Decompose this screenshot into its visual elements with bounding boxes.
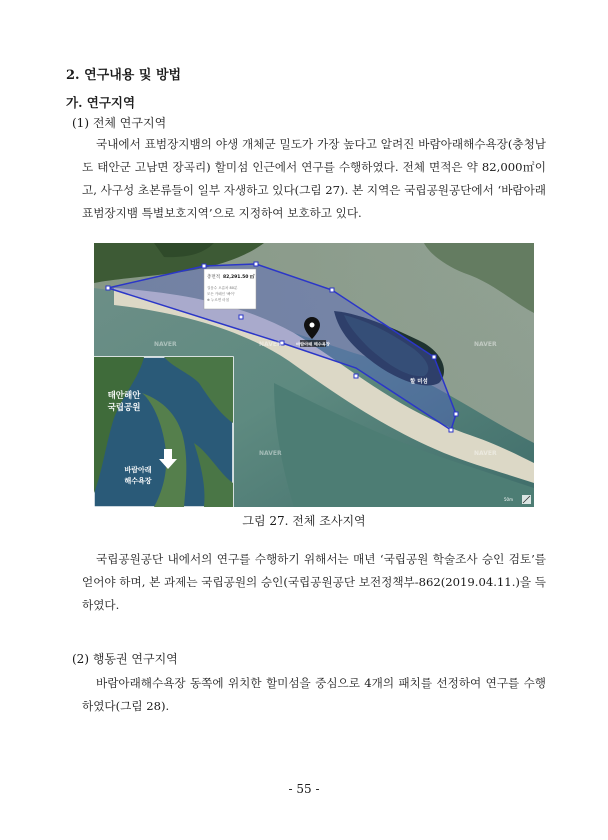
inset-map xyxy=(94,357,233,507)
paragraph-approval: 국립공원공단 내에서의 연구를 수행하기 위해서는 매년 ‘국립공원 학술조사 승인 검토’를 얻어야 하며, 본 과제는 국립공원의 승인(국립공원공단 보전정책부-862(2019.04.11.)을 득하였다. xyxy=(82,552,546,612)
inset-beach-label-1: 바람아래 xyxy=(124,466,152,474)
paragraph-homerange: 바람아래해수욕장 동쪽에 위치한 할미섬을 중심으로 4개의 패치를 선정하여 연구를 수행하였다(그림 28). xyxy=(82,676,546,713)
infobox-line3: ⊕ 누르면 마침 xyxy=(207,298,230,302)
inset-park-label-1: 태안해안 xyxy=(107,391,141,401)
item-heading-homerange-area: (2) 행동권 연구지역 xyxy=(72,652,178,666)
pin-label: 바람아래 해수욕장 xyxy=(296,341,330,347)
watermark-1: NAVER xyxy=(154,341,177,348)
inset-park-label-2: 국립공원 xyxy=(107,403,141,413)
scale-label: 50m xyxy=(504,497,513,502)
watermark-3: NAVER xyxy=(474,341,497,348)
page-number: - 55 - xyxy=(288,782,320,796)
infobox-line2: 모든 카페인 '빠이' xyxy=(207,292,235,296)
watermark-5: NAVER xyxy=(474,450,497,457)
item-heading-overall-area: (1) 전체 연구지역 xyxy=(72,116,167,130)
paragraph-study-area: 국내에서 표범장지뱀의 야생 개체군 밀도가 가장 높다고 알려진 바람아래해수욕장(충청남도 태안군 고남면 장곡리) 할미섬 인근에서 연구를 수행하였다. 전체 면적은 약 82,000㎡이고, 사구성 초본류들이 일부 자생하고 있다(그림 27). 본 지역은 국립공원공단에서 ‘바람아래 표범장지뱀 특별보호지역’으로 지정하여 보호하고 있다. xyxy=(82,137,546,220)
expand-icon xyxy=(522,495,531,504)
inset-beach-label-2: 해수욕장 xyxy=(124,477,152,485)
aerial-map-figure xyxy=(94,243,534,507)
island-label: 할 미섬 xyxy=(410,379,428,385)
figure-caption: 그림 27. 전체 조사지역 xyxy=(242,514,366,528)
infobox-title: 총면적 xyxy=(207,275,221,280)
aerial-map-image xyxy=(94,243,534,507)
watermark-2: NAVER xyxy=(259,341,282,348)
infobox-value: 82,291.50 ㎡ xyxy=(223,275,255,280)
section-heading: 2. 연구내용 및 방법 xyxy=(66,68,182,83)
area-measure-box xyxy=(204,269,256,309)
watermark-4: NAVER xyxy=(259,450,282,457)
subsection-heading: 가. 연구지역 xyxy=(66,95,136,110)
infobox-line1: 걸음수 오름차 80분 xyxy=(207,286,238,290)
